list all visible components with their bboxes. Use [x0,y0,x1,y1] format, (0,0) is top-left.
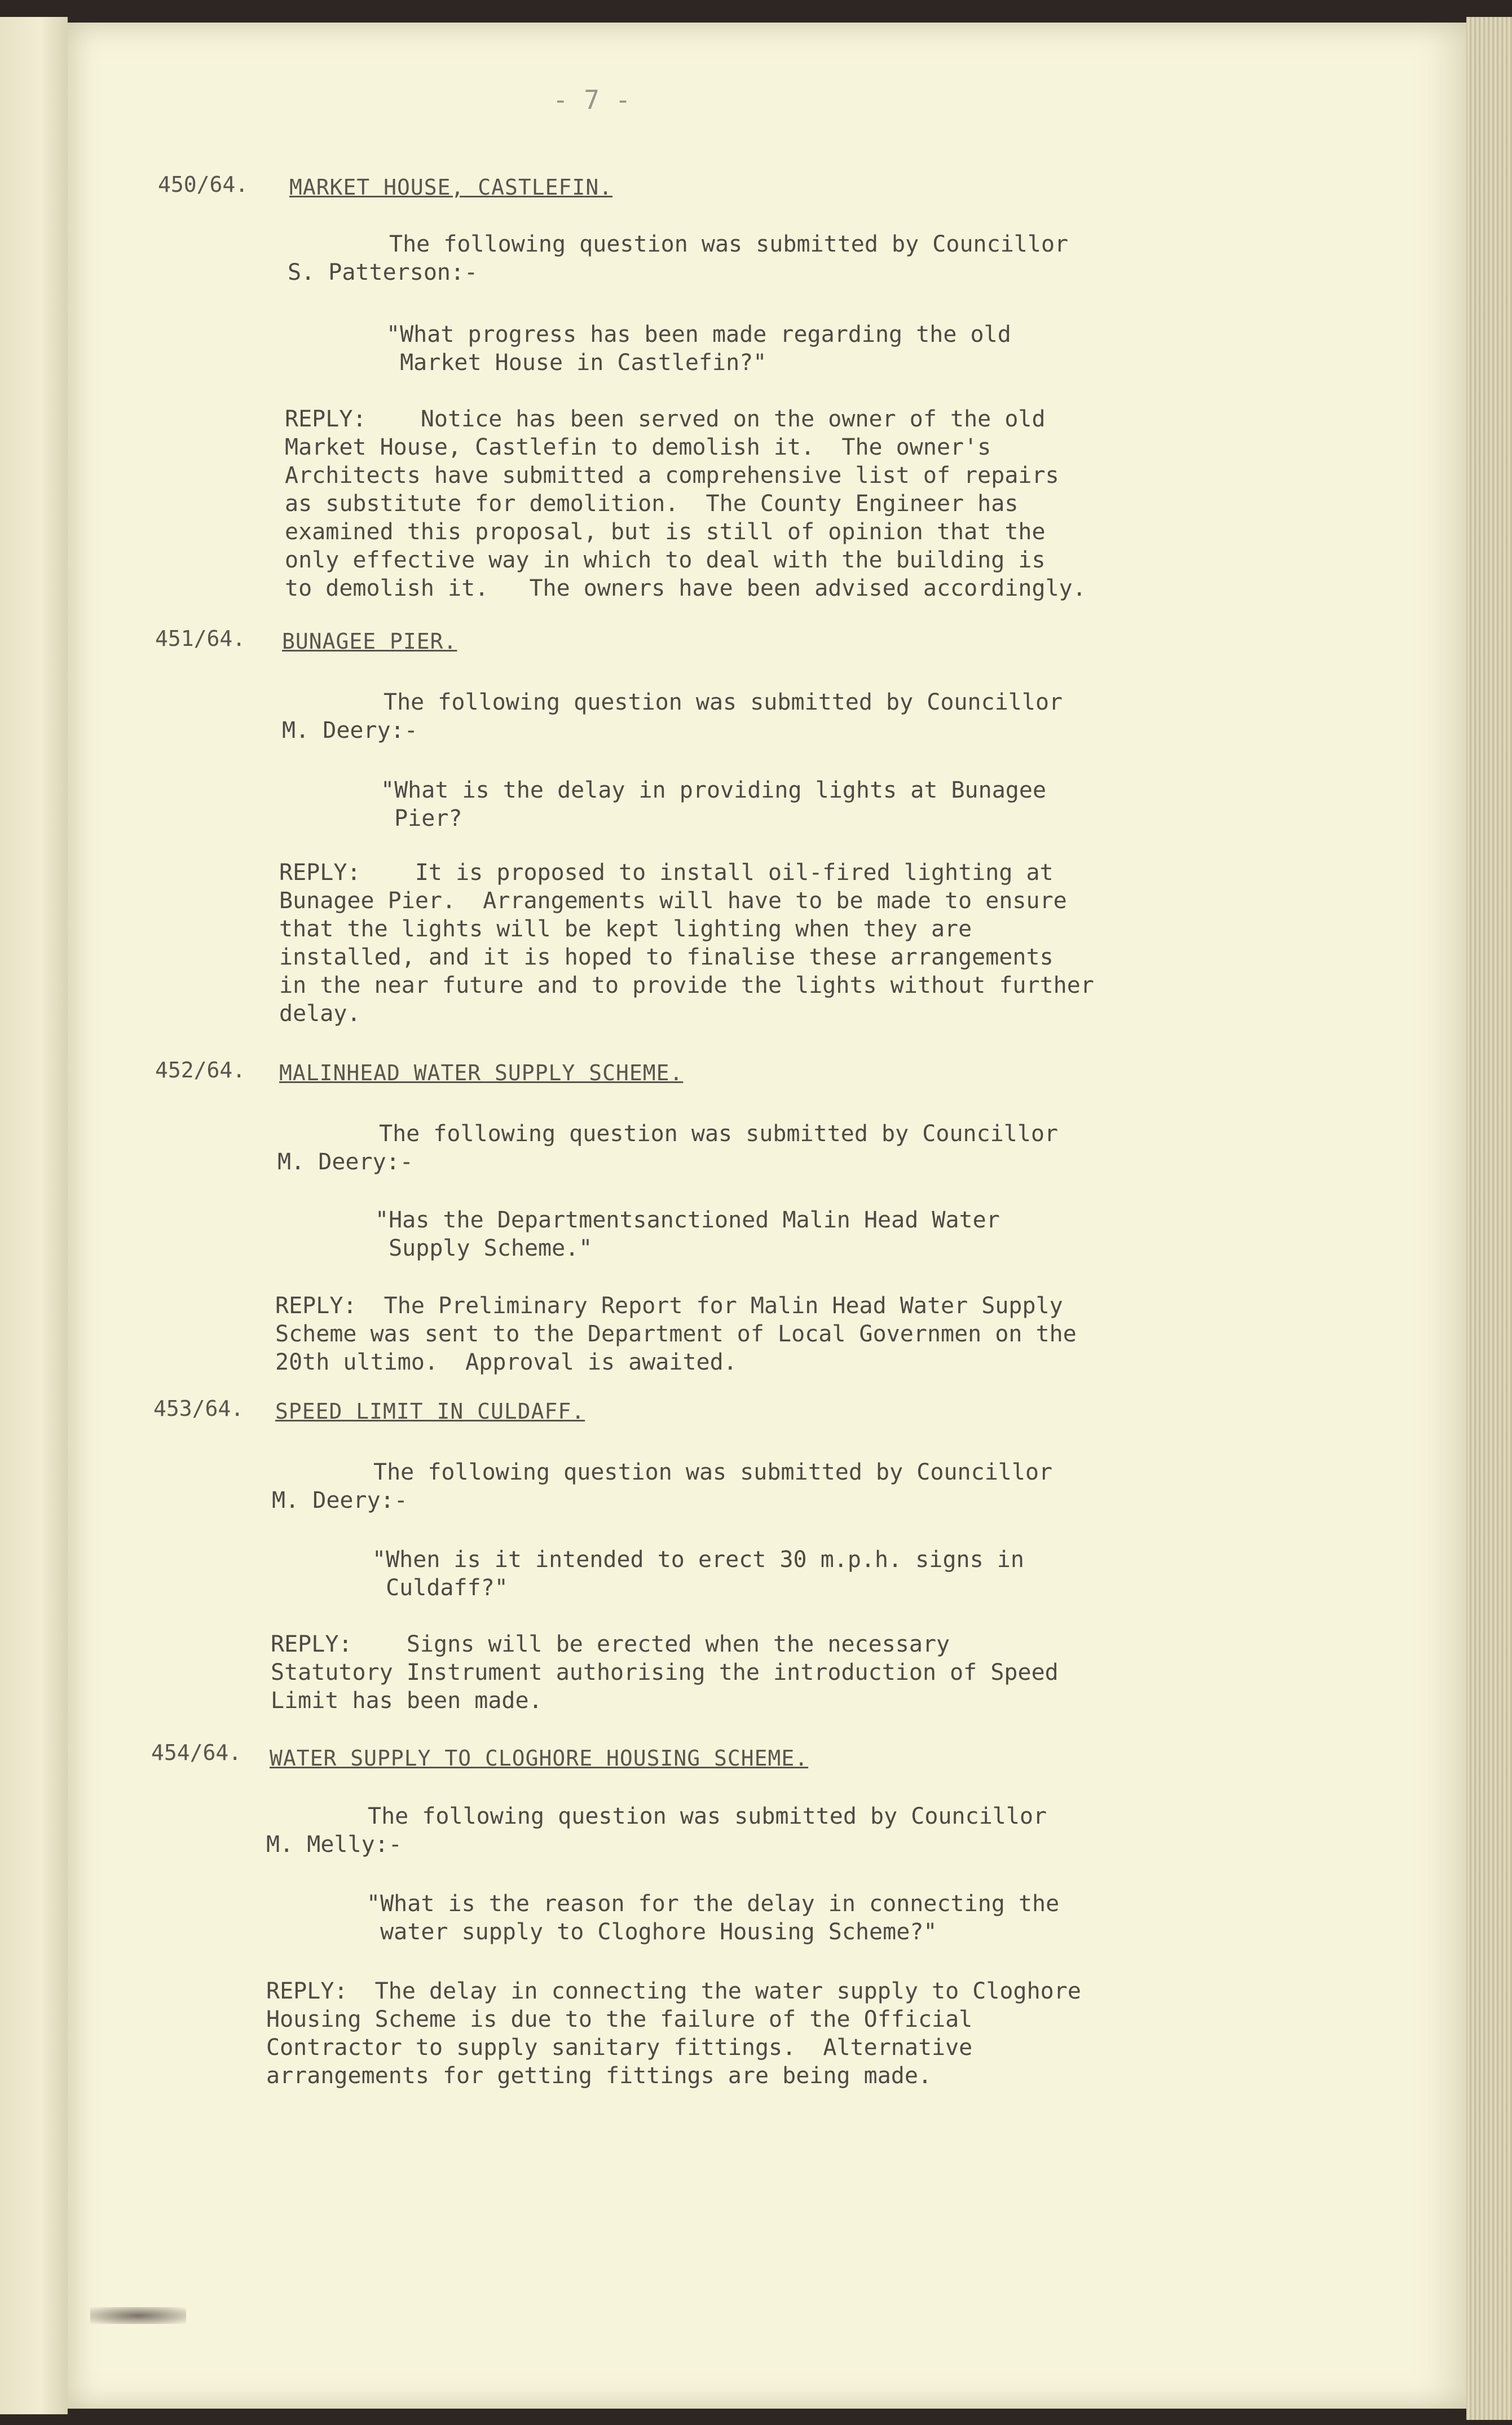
question-intro: The following question was submitted by Councillor M. Deery:- [282,689,1063,743]
item-number: 454/64. [151,1740,242,1765]
question-text: "When is it intended to erect 30 m.p.h. signs in Culdaff?" [372,1547,1024,1601]
item-heading: MALINHEAD WATER SUPPLY SCHEME. [279,1060,684,1085]
item-number: 451/64. [155,626,246,651]
reply-text: REPLY: The delay in connecting the water supply to Cloghore Housing Scheme is due to the failure of the Official Contractor to supply sanitary fittings. Alternative arrangements for getting fittings are being made. [266,1978,1081,2089]
question-text: "What progress has been made regarding the old Market House in Castlefin?" [386,322,1011,376]
question-intro: The following question was submitted by Councillor M. Melly:- [266,1803,1047,1858]
item-number: 453/64. [153,1396,244,1421]
item-heading: WATER SUPPLY TO CLOGHORE HOUSING SCHEME. [270,1746,809,1771]
item-heading: SPEED LIMIT IN CULDAFF. [275,1399,585,1424]
question-text: "Has the Departmentsanctioned Malin Head Water Supply Scheme." [375,1207,1000,1261]
page-stack-edges [1466,17,1512,2420]
question-intro: The following question was submitted by Councillor M. Deery:- [277,1121,1059,1175]
reply-text: REPLY: It is proposed to install oil-fired lighting at Bunagee Pier. Arrangements will have to be made to ensure that the lights will be kept lighting when they are installed, and it is hoped to finalise these arrangements in the near future and to provide the lights without further delay. [279,860,1094,1027]
question-intro: The following question was submitted by Councillor M. Deery:- [272,1459,1053,1513]
item-number: 452/64. [155,1058,246,1082]
page-number: - 7 - [553,85,631,115]
item-heading: BUNAGEE PIER. [282,629,457,654]
item-heading: MARKET HOUSE, CASTLEFIN. [289,175,613,200]
question-text: "What is the reason for the delay in connecting the water supply to Cloghore Housing Scheme?" [367,1891,1060,1945]
reply-text: REPLY: Signs will be erected when the necessary Statutory Instrument authorising the introduction of Speed Limit has been made. [271,1631,1059,1714]
reply-text: REPLY: Notice has been served on the owner of the old Market House, Castlefin to demolish it. The owner's Architects have submitted a comprehensive list of repairs as substitute for demolition. The County Engineer has examined this proposal, but is still of opinion that the only effective way in which to deal with the building is to demolish it. The owners have been advised accordingly. [285,406,1086,601]
left-page-edge [0,17,68,2414]
reply-text: REPLY: The Preliminary Report for Malin Head Water Supply Scheme was sent to the Department of Local Governmen on the 20th ultimo. Approval is awaited. [275,1293,1077,1375]
question-text: "What is the delay in providing lights at Bunagee Pier? [381,777,1047,831]
question-intro: The following question was submitted by Councillor S. Patterson:- [288,231,1069,285]
item-number: 450/64. [158,172,249,197]
ink-smudge [90,2307,186,2324]
